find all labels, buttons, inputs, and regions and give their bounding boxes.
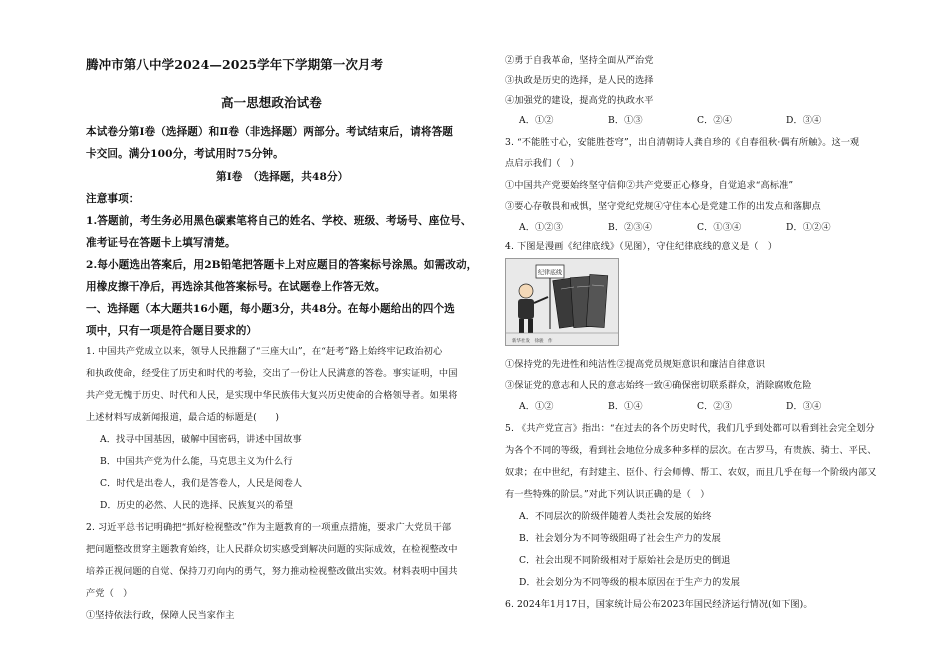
q4-choice-d: D．③④ [786,401,822,412]
q4-choice-a: A．①② [519,401,554,412]
q1-option-a: A．找寻中国基因，破解中国密码，讲述中国故事 [100,434,302,445]
q5-line: 奴隶；在中世纪，有封建主、臣仆、行会师傅、帮工、农奴，而且几乎在每一个阶级内部又 [505,467,877,478]
sign-text: 纪律底线 [537,269,563,277]
q5-option-a: A．不同层次的阶级伴随着人类社会发展的始终 [519,511,712,522]
q1-line: 上述材料写成新闻报道，最合适的标题是( ) [86,412,280,423]
q1-line: 和执政使命，经受住了历史和时代的考验，交出了一份让人民满意的答卷。事实证明，中国 [86,368,458,379]
q2-item-2: ②勇于自我革命，坚持全面从严治党 [505,55,654,66]
q3-choice-a: A．①②③ [519,222,563,233]
q3-choice-c: C．①③④ [697,222,742,233]
section-heading: 第Ⅰ卷 （选择题，共48分） [216,171,349,183]
q3-choice-b: B．②③④ [608,222,653,233]
q5-line: 为各个不同的等级，看到社会地位分成多种多样的层次。在古罗马，有贵族、骑士、平民、 [505,445,877,456]
cartoon-illustration [506,259,618,345]
q1-option-c: C．时代是出卷人，我们是答卷人，人民是阅卷人 [100,478,303,489]
q4-stem: 4. 下图是漫画《纪律底线》（见图），守住纪律底线的意义是（ ） [505,241,778,252]
part1-heading-b: 项中，只有一项是符合题目要求的） [86,325,258,337]
q5-option-b: B．社会划分为不同等级阻碍了社会生产力的发展 [519,533,721,544]
q2-choice-b: B．①③ [608,115,643,126]
exam-title: 腾冲市第八中学2024—2025学年下学期第一次月考 [86,57,384,72]
q1-option-d: D．历史的必然、人民的选择、民族复兴的希望 [100,500,294,511]
notice-1b: 准考证号在答题卡上填写清楚。 [86,237,236,249]
cartoon-caption: 新华社发 徐骏 作 [512,339,553,344]
q1-line: 共产党无愧于历史、时代和人民，是实现中华民族伟大复兴历史使命的合格领导者。如果将 [86,390,458,401]
q2-choice-a: A．①② [519,115,554,126]
q2-item-3: ③执政是历史的选择，是人民的选择 [505,75,654,86]
q3-line: 点启示我们（ ） [505,158,580,169]
q5-line: 有一些特殊的阶层。”对此下列认识正确的是（ ） [505,489,710,500]
q5-line: 5. 《共产党宣言》指出：“在过去的各个历史时代，我们几乎到处都可以看到社会完全划分 [505,423,875,434]
subject-title: 高一思想政治试卷 [221,95,322,110]
q2-line: 产党（ ） [86,588,133,599]
intro-line-2: 卡交回。满分100分，考试用时75分钟。 [86,148,284,160]
q2-line: 培养正视问题的自觉、保持刀刃向内的勇气，努力推动检视整改做出实效。材料表明中国共 [86,566,458,577]
q2-item-4: ④加强党的建设，提高党的执政水平 [505,95,654,106]
discipline-cartoon [505,258,619,346]
intro-line-1: 本试卷分第Ⅰ卷（选择题）和Ⅱ卷（非选择题）两部分。考试结束后，请将答题 [86,126,453,138]
q1-line: 1. 中国共产党成立以来，领导人民推翻了“三座大山”，在“赶考”路上始终牢记政治初心 [86,346,443,357]
notice-2a: 2.每小题选出答案后，用2B铅笔把答题卡上对应题目的答案标号涂黑。如需改动， [86,259,478,271]
q6-stem: 6. 2024年1月17日，国家统计局公布2023年国民经济运行情况(如下图)。 [505,599,813,610]
book-stack [553,274,608,328]
notice-1a: 1.答题前，考生务必用黑色碳素笔将自己的姓名、学校、班级、考场号、座位号、 [86,215,472,227]
q2-choice-c: C．②④ [697,115,732,126]
q1-option-b: B．中国共产党为什么能，马克思主义为什么行 [100,456,293,467]
q3-item-1: ①中国共产党要始终坚守信仰②共产党要正心修身，自觉追求“高标准” [505,180,794,191]
q4-choices [519,401,875,413]
q4-item-2: ③保证党的意志和人民的意志始终一致④确保密切联系群众，消除腐败危险 [505,380,812,391]
notice-2b: 用橡皮擦干净后，再选涂其他答案标号。在试题卷上作答无效。 [86,281,386,293]
q4-item-1: ①保持党的先进性和纯洁性②提高党员规矩意识和廉洁自律意识 [505,359,766,370]
q3-choice-d: D．①②④ [786,222,831,233]
q3-item-2: ③要心存敬畏和戒惧，坚守党纪党规④守住本心是党建工作的出发点和落脚点 [505,201,821,212]
q2-choices [519,115,875,127]
q5-option-c: C．社会出现不同阶级相对于原始社会是历史的倒退 [519,555,731,566]
q3-choices [519,222,875,234]
q3-line: 3. “不能胜寸心，安能胜苍穹”，出自清朝诗人龚自珍的《自春徂秋·偶有所触》。这一观 [505,137,860,148]
q2-line: 2. 习近平总书记明确把“抓好检视整改”作为主题教育的一项重点措施，要求广大党员干部 [86,522,452,533]
q2-choice-d: D．③④ [786,115,822,126]
q2-item-1: ①坚持依法行政，保障人民当家作主 [86,610,235,621]
q4-choice-b: B．①④ [608,401,643,412]
q2-line: 把问题整改贯穿主题教育始终，让人民群众切实感受到解决问题的实际成效，在检视整改中 [86,544,458,555]
q4-choice-c: C．②③ [697,401,732,412]
notice-title: 注意事项： [86,193,140,205]
q5-option-d: D．社会划分为不同等级的根本原因在于生产力的发展 [519,577,741,588]
part1-heading-a: 一、选择题（本大题共16小题，每小题3分，共48分。在每小题给出的四个选 [86,303,455,315]
